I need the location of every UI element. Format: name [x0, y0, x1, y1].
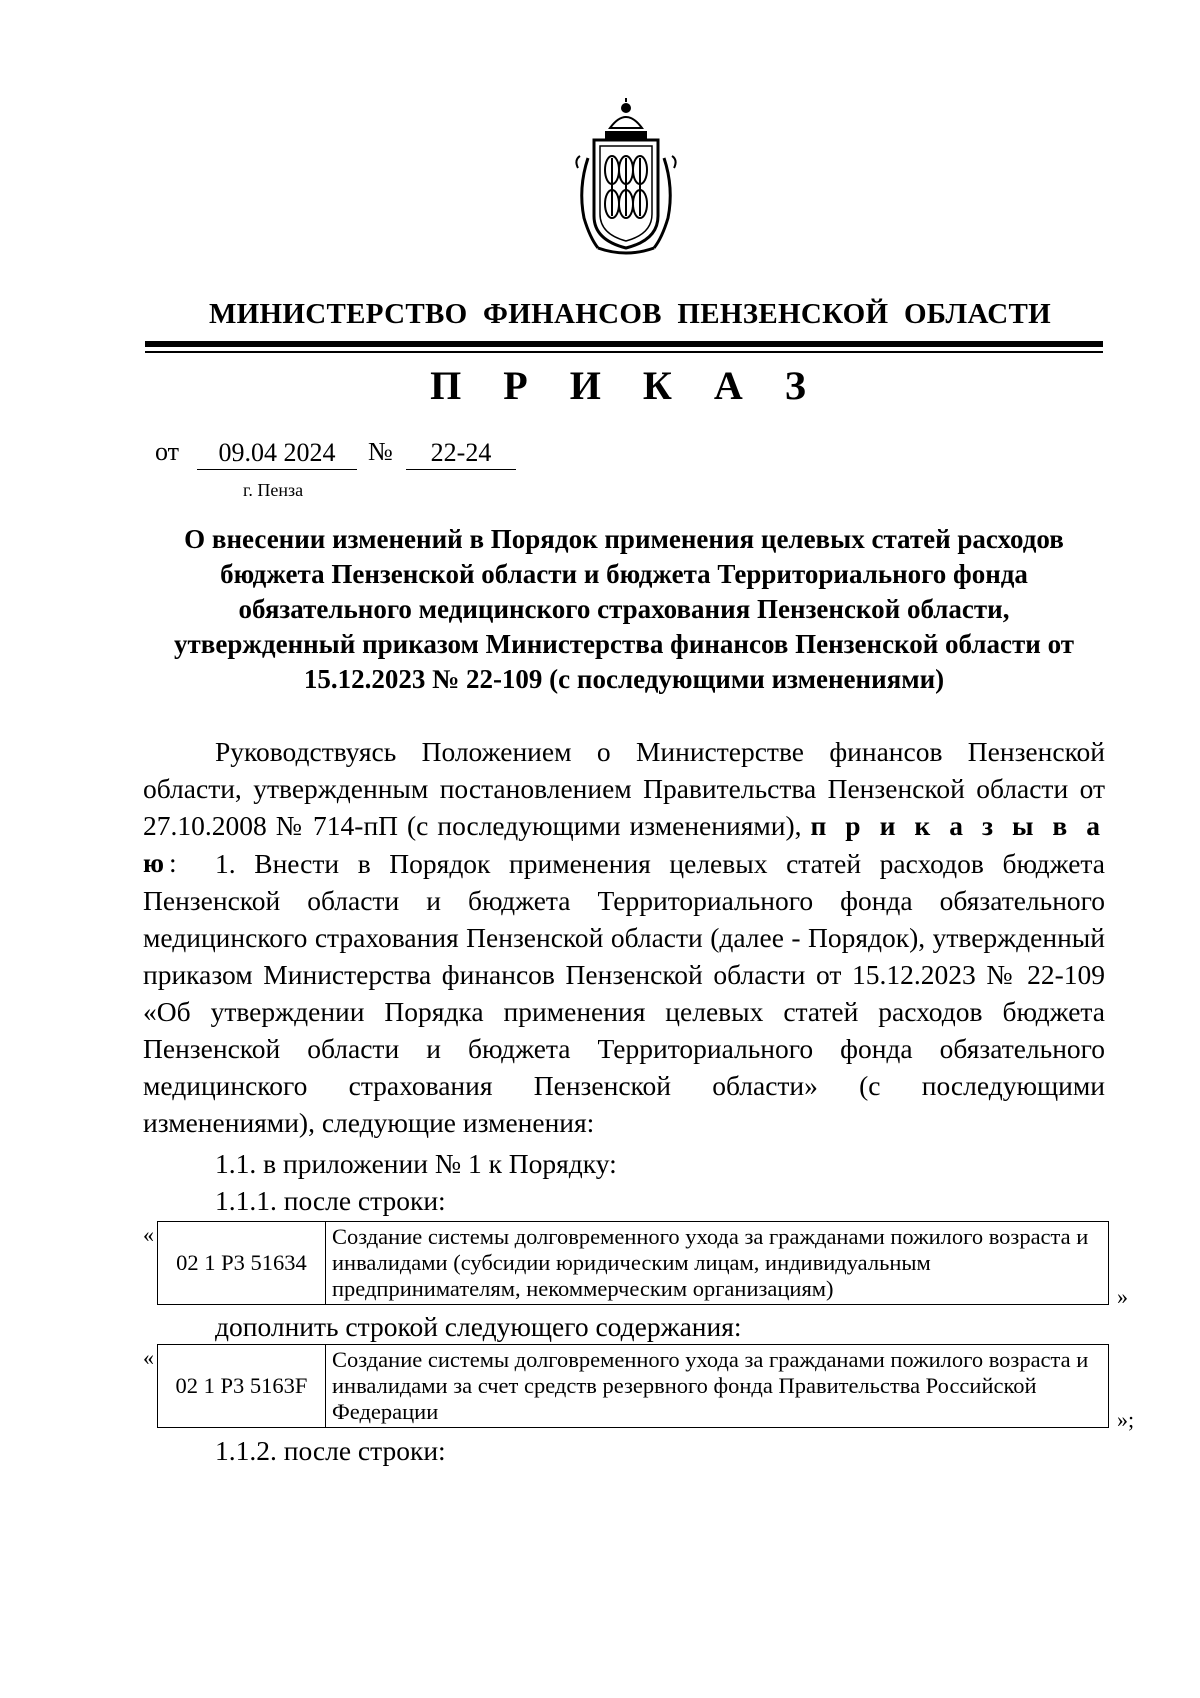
header-rule-thin	[145, 351, 1103, 353]
code-table	[157, 1221, 1109, 1305]
table-row	[158, 1222, 1109, 1305]
table-row	[158, 1345, 1109, 1428]
add-line: дополнить строкой следующего содержания:	[215, 1311, 742, 1342]
open-quote: «	[143, 1222, 154, 1247]
close-quote: »	[1117, 1284, 1128, 1309]
code-table	[157, 1344, 1109, 1428]
budget-code: 02 1 P3 51634	[158, 1222, 326, 1305]
item-1-paragraph: 1. Внести в Порядок применения целевых статей расходов бюджета Пензенской области и бюджета Территориального фонда обязательного медицинского страхования Пензенской области (далее - Порядок), утвержденный приказом Министерства финансов Пензенской области от 15.12.2023 № 22-109 «Об утверждении Порядка применения целевых статей расходов бюджета Пензенской области и бюджета Территориального фонда обязательного медицинского страхования Пензенской области» (с последующими изменениями), следующие изменения:	[143, 848, 1105, 1138]
order-word: п р и к а з ы в а ю	[143, 810, 1106, 878]
budget-code: 02 1 P3 5163F	[158, 1345, 326, 1428]
item-1-1-1: 1.1.1. после строки:	[215, 1185, 446, 1216]
budget-description: Создание системы долговременного ухода за гражданами пожилого возраста и инвалидами за счет средств резервного фонда Правительства Российской Федерации	[326, 1345, 1109, 1428]
order-colon: :	[169, 847, 177, 878]
document-title: О внесении изменений в Порядок применения целевых статей расходов бюджета Пензенской области и бюджета Территориального фонда обязательного медицинского страхования Пензенской области, утвержденный приказом Министерства финансов Пензенской области от 15.12.2023 № 22-109 (с последующими изменениями)	[174, 524, 1074, 694]
ministry-title: МИНИСТЕРСТВО ФИНАНСОВ ПЕНЗЕНСКОЙ ОБЛАСТИ	[208, 298, 1052, 330]
budget-description: Создание системы долговременного ухода за гражданами пожилого возраста и инвалидами (субсидии юридическим лицам, индивидуальным предпринимателям, некоммерческим организациям)	[326, 1222, 1109, 1305]
coat-of-arms-icon	[570, 98, 682, 258]
city: г. Пенза	[243, 480, 304, 500]
open-quote: «	[143, 1345, 154, 1370]
document-type: П Р И К А З	[430, 363, 822, 408]
header-rule-thick	[145, 341, 1103, 347]
close-quote: »;	[1117, 1407, 1135, 1432]
from-label: от	[155, 437, 180, 466]
document-date: 09.04 2024	[197, 437, 357, 470]
number-label: №	[368, 437, 393, 466]
document-number: 22-24	[406, 437, 516, 470]
preamble-text: Руководствуясь Положением о Министерстве финансов Пензенской области, утвержденным постановлением Правительства Пензенской области от 27.10.2008 № 714-пП (с последующими изменениями),	[143, 736, 1105, 841]
item-1-1-2: 1.1.2. после строки:	[215, 1435, 446, 1466]
item-1-1: 1.1. в приложении № 1 к Порядку:	[215, 1148, 617, 1179]
